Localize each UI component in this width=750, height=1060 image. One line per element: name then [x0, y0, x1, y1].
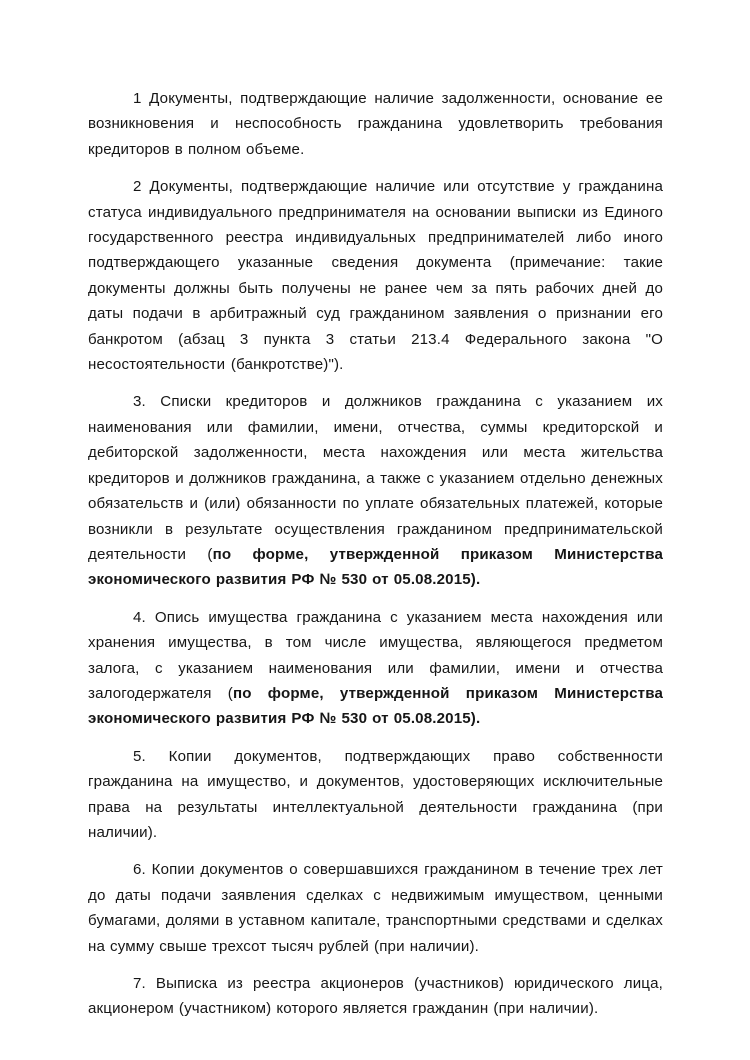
paragraph-item-5: 5. Копии документов, подтверждающих право собственности гражданина на имущество, и документов, удостоверяющих исключительные права на результаты интеллектуальной деятельности гражданина (при наличии). — [88, 747, 663, 841]
paragraph-item-4-bold-note: по форме, утвержденной приказом Министерства экономического развития РФ № 530 от 05.08.2015). — [88, 684, 663, 728]
document-text-body — [88, 86, 663, 1022]
paragraph-item-2: 2 Документы, подтверждающие наличие или отсутствие у гражданина статуса индивидуального предпринимателя на основании выписки из Единого государственного реестра индивидуальных предпринимателей либо иного подтверждающего указанные сведения документа (примечание: такие документы должны быть получены не ранее чем за пять рабочих дней до даты подачи в арбитражный суд гражданином заявления о признании его банкротом (абзац 3 пункта 3 статьи 213.4 Федерального закона "О несостоятельности (банкротстве)"). — [88, 178, 663, 374]
paragraph-item-3 — [88, 389, 663, 592]
paragraph-item-4-lead: 4. Опись имущества гражданина с указанием места нахождения или хранения имущества, в том числе имущества, являющегося предметом залога, с указанием наименования или фамилии, имени и отчества залогодержателя ( — [88, 608, 663, 702]
paragraph-item-3-lead: 3. Списки кредиторов и должников гражданина с указанием их наименования или фамилии, имени, отчества, суммы кредиторской и дебиторской задолженности, места нахождения или места жительства кредиторов и должников гражданина, а также с указанием отдельно денежных обязательств и (или) обязанности по уплате обязательных платежей, которые возникли в результате осуществления гражданином предпринимательской деятельности ( — [88, 393, 663, 563]
paragraph-item-1: 1 Документы, подтверждающие наличие задолженности, основание ее возникновения и неспособность гражданина удовлетворить требования кредиторов в полном объеме. — [88, 90, 663, 158]
paragraph-item-3-bold-note: по форме, утвержденной приказом Министерства экономического развития РФ № 530 от 05.08.2015). — [88, 545, 663, 589]
paragraph-item-6: 6. Копии документов о совершавшихся гражданином в течение трех лет до даты подачи заявления сделках с недвижимым имуществом, ценными бумагами, долями в уставном капитале, транспортными средствами и сделках на сумму свыше трехсот тысяч рублей (при наличии). — [88, 861, 663, 955]
paragraph-item-7: 7. Выписка из реестра акционеров (участников) юридического лица, акционером (участником) которого является гражданин (при наличии). — [88, 975, 663, 1018]
paragraph-item-4 — [88, 605, 663, 732]
